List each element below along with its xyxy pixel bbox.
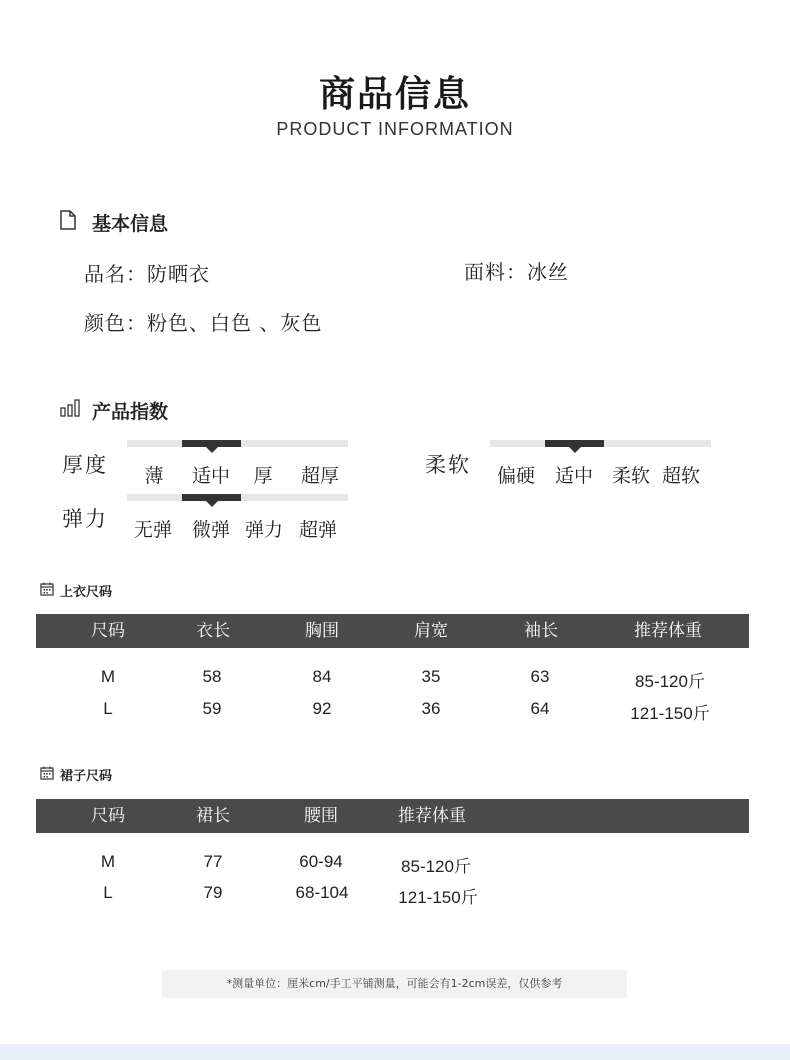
table-cell: 92 <box>312 699 332 718</box>
softness-option: 适中 <box>554 465 594 487</box>
top-size-header-cell: 推荐体重 <box>634 621 702 641</box>
top-size-header-cell: 肩宽 <box>414 621 448 641</box>
elasticity-label: 弹力 <box>62 507 108 531</box>
elasticity-pointer <box>206 501 218 507</box>
table-cell: 36 <box>421 699 441 718</box>
table-cell: 58 <box>202 667 222 686</box>
skirt-size-title: 裙子尺码 <box>60 769 113 784</box>
elasticity-option: 弹力 <box>244 519 284 541</box>
table-cell: 121-150斤 <box>630 704 710 723</box>
top-size-header-cell: 胸围 <box>305 621 339 641</box>
elasticity-option: 超弹 <box>298 519 338 541</box>
table-cell: 84 <box>312 667 332 686</box>
document-icon <box>60 210 76 230</box>
table-row <box>36 852 749 876</box>
product-index-title: 产品指数 <box>92 401 169 423</box>
top-size-header-cell: 衣长 <box>196 621 230 641</box>
product-colors: 颜色：粉色、白色 、灰色 <box>84 311 323 335</box>
thickness-option: 适中 <box>191 465 231 487</box>
elasticity-option: 无弹 <box>133 519 173 541</box>
bar-chart-icon <box>60 399 82 417</box>
product-name: 品名：防晒衣 <box>84 262 210 286</box>
skirt-size-header-cell: 尺码 <box>91 806 125 826</box>
table-cell: 85-120斤 <box>401 857 471 876</box>
skirt-size-header <box>36 799 749 833</box>
top-size-header-cell: 尺码 <box>91 621 125 641</box>
elasticity-scale <box>127 494 348 554</box>
softness-scale <box>490 440 711 500</box>
elasticity-option: 微弹 <box>191 519 231 541</box>
page-subtitle: PRODUCT INFORMATION <box>276 119 514 139</box>
softness-label: 柔软 <box>425 453 471 477</box>
thickness-option: 薄 <box>144 465 164 487</box>
thickness-pointer <box>206 447 218 453</box>
skirt-size-header-cell: 裙长 <box>196 806 230 826</box>
table-cell: 121-150斤 <box>398 888 478 907</box>
skirt-size-header-cell: 推荐体重 <box>398 806 466 826</box>
elasticity-selected-marker <box>182 494 241 501</box>
thickness-option: 厚 <box>253 465 273 487</box>
thickness-option: 超厚 <box>300 465 340 487</box>
softness-option: 偏硬 <box>496 465 536 487</box>
table-cell: 68-104 <box>295 883 349 902</box>
table-cell: 35 <box>421 667 441 686</box>
table-cell: 59 <box>202 699 222 718</box>
basic-info-title: 基本信息 <box>92 213 169 235</box>
measurement-note-text: *测量单位：厘米cm/手工平铺测量，可能会有1-2cm误差，仅供参考 <box>226 977 563 990</box>
table-cell: L <box>103 883 113 902</box>
table-cell: 85-120斤 <box>635 672 705 691</box>
table-cell: M <box>100 667 116 686</box>
table-row <box>36 883 749 907</box>
page-title: 商品信息 <box>318 74 471 115</box>
table-cell: 64 <box>530 699 550 718</box>
softness-option: 柔软 <box>611 465 651 487</box>
top-size-header <box>36 614 749 648</box>
table-cell: L <box>103 699 113 718</box>
softness-pointer <box>569 447 581 453</box>
table-cell: 79 <box>203 883 223 902</box>
table-cell: 77 <box>203 852 223 871</box>
table-row <box>36 667 749 691</box>
top-size-header-cell: 袖长 <box>524 621 558 641</box>
table-cell: 63 <box>530 667 550 686</box>
table-row <box>36 699 749 723</box>
table-cell: 60-94 <box>299 852 343 871</box>
thickness-label: 厚度 <box>62 453 108 477</box>
measurement-note <box>162 970 627 998</box>
skirt-size-header-cell: 腰围 <box>304 806 338 826</box>
table-cell: M <box>100 852 116 871</box>
footer-strip <box>0 1044 790 1060</box>
thickness-scale <box>127 440 348 500</box>
softness-selected-marker <box>545 440 604 447</box>
calendar-icon <box>40 582 54 596</box>
softness-option: 超软 <box>661 465 701 487</box>
calendar-icon <box>40 766 54 780</box>
top-size-title: 上衣尺码 <box>60 585 113 600</box>
thickness-selected-marker <box>182 440 241 447</box>
product-fabric: 面料：冰丝 <box>464 260 569 284</box>
